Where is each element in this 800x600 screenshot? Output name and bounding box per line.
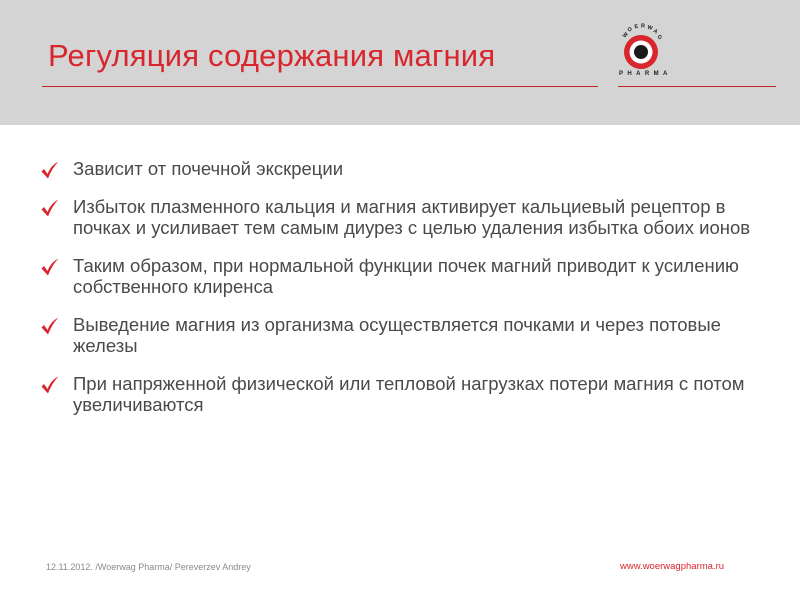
footer-website-link[interactable]: www.woerwagpharma.ru (620, 561, 725, 572)
svg-text:R: R (641, 23, 645, 30)
list-item (40, 158, 760, 179)
title-underline (42, 86, 598, 87)
list-item (40, 255, 760, 297)
logo-underline (618, 86, 776, 87)
list-item (40, 314, 760, 356)
svg-text:A: A (651, 28, 659, 36)
checkmark-icon (40, 198, 60, 218)
bullet-text: При напряженной физической или тепловой нагрузках потери магния с потом увеличиваются (73, 373, 745, 415)
logo-pharma-text: PHARMA (619, 71, 672, 77)
checkmark-icon (40, 375, 60, 395)
checkmark-icon (40, 257, 60, 277)
bullet-text: Избыток плазменного кальция и магния активирует кальциевый рецептор в почках и усиливает тем самым диурез с целью удаления избытка обоих ионов (73, 196, 751, 238)
svg-text:O: O (626, 26, 634, 34)
svg-text:W: W (646, 24, 654, 32)
svg-text:G: G (655, 33, 663, 42)
svg-text:W: W (621, 31, 630, 40)
svg-text:E: E (633, 23, 640, 31)
list-item (40, 373, 760, 415)
slide-title: Регуляция содержания магния (48, 38, 496, 73)
bullet-text: Зависит от почечной экскреции (73, 158, 344, 179)
bullet-list (40, 158, 760, 432)
footer-credit: 12.11.2012. /Woerwag Pharma/ Pereverzev Andrey (46, 562, 251, 572)
checkmark-icon (40, 316, 60, 336)
list-item (40, 196, 760, 238)
bullet-text: Таким образом, при нормальной функции почек магний приводит к усилению собственного клиренса (73, 255, 739, 297)
checkmark-icon (40, 160, 60, 180)
bullet-text: Выведение магния из организма осуществляется почками и через потовые железы (73, 314, 721, 356)
